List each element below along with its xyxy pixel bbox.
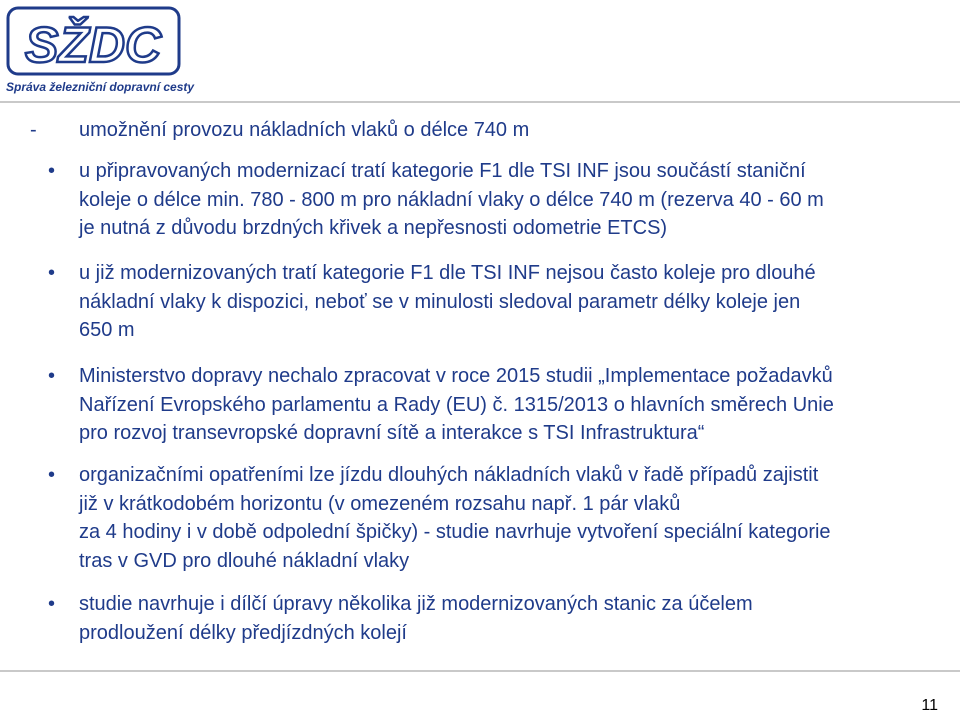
text-line: organizačními opatřeními lze jízdu dlouhých nákladních vlaků v řadě případů zajistit	[79, 464, 819, 486]
text-line: u již modernizovaných tratí kategorie F1 dle TSI INF nejsou často koleje pro dlouhé	[79, 262, 816, 284]
text-line: u připravovaných modernizací tratí kategorie F1 dle TSI INF jsou součástí staniční	[79, 160, 806, 182]
text-line: za 4 hodiny i v době odpolední špičky) - studie navrhuje vytvoření speciální kategorie	[79, 521, 831, 543]
dash-marker: -	[30, 119, 37, 141]
header-divider	[0, 101, 960, 103]
text-line: 650 m	[79, 319, 135, 341]
bullet-icon: •	[48, 365, 56, 387]
text-line: prodloužení délky předjízdných kolejí	[79, 621, 407, 644]
list-item-text	[79, 461, 947, 575]
text-line: již v krátkodobém horizontu (v omezeném rozsahu např. 1 pár vlaků	[79, 492, 681, 515]
list-item-text	[79, 590, 947, 647]
bullet-icon: •	[48, 593, 56, 615]
text-line: koleje o délce min. 780 - 800 m pro nákladní vlaky o délce 740 m (rezerva 40 - 60 m	[79, 188, 824, 211]
text-line: nákladní vlaky k dispozici, neboť se v minulosti sledoval parametr délky koleje jen	[79, 290, 801, 313]
text-line: Nařízení Evropského parlamentu a Rady (EU) č. 1315/2013 o hlavních směrech Unie	[79, 393, 834, 416]
bullet-icon: •	[48, 464, 56, 486]
list-item-text	[79, 259, 947, 345]
szdc-logo	[6, 6, 195, 94]
text-line: pro rozvoj transevropské dopravní sítě a interakce s TSI Infrastruktura“	[79, 422, 705, 444]
text-line: je nutná z důvodu brzdných křivek a nepřesnosti odometrie ETCS)	[79, 217, 668, 239]
list-item-text	[79, 362, 947, 448]
list-item-text	[79, 157, 947, 243]
szdc-logo-wordmark: SŽDC	[24, 17, 162, 73]
footer-divider	[0, 670, 960, 672]
text-line: studie navrhuje i dílčí úpravy několika již modernizovaných stanic za účelem	[79, 593, 753, 615]
page-number: 11	[921, 697, 938, 714]
bullet-icon: •	[48, 262, 56, 284]
bullet-icon: •	[48, 160, 56, 182]
text-line: tras v GVD pro dlouhé nákladní vlaky	[79, 549, 410, 572]
text-line: Ministerstvo dopravy nechalo zpracovat v roce 2015 studii „Implementace požadavků	[79, 365, 833, 387]
main-point-text: umožnění provozu nákladních vlaků o délce 740 m	[79, 119, 530, 141]
szdc-logo-mark	[6, 6, 181, 78]
logo-caption: Správa železniční dopravní cesty	[6, 80, 195, 94]
